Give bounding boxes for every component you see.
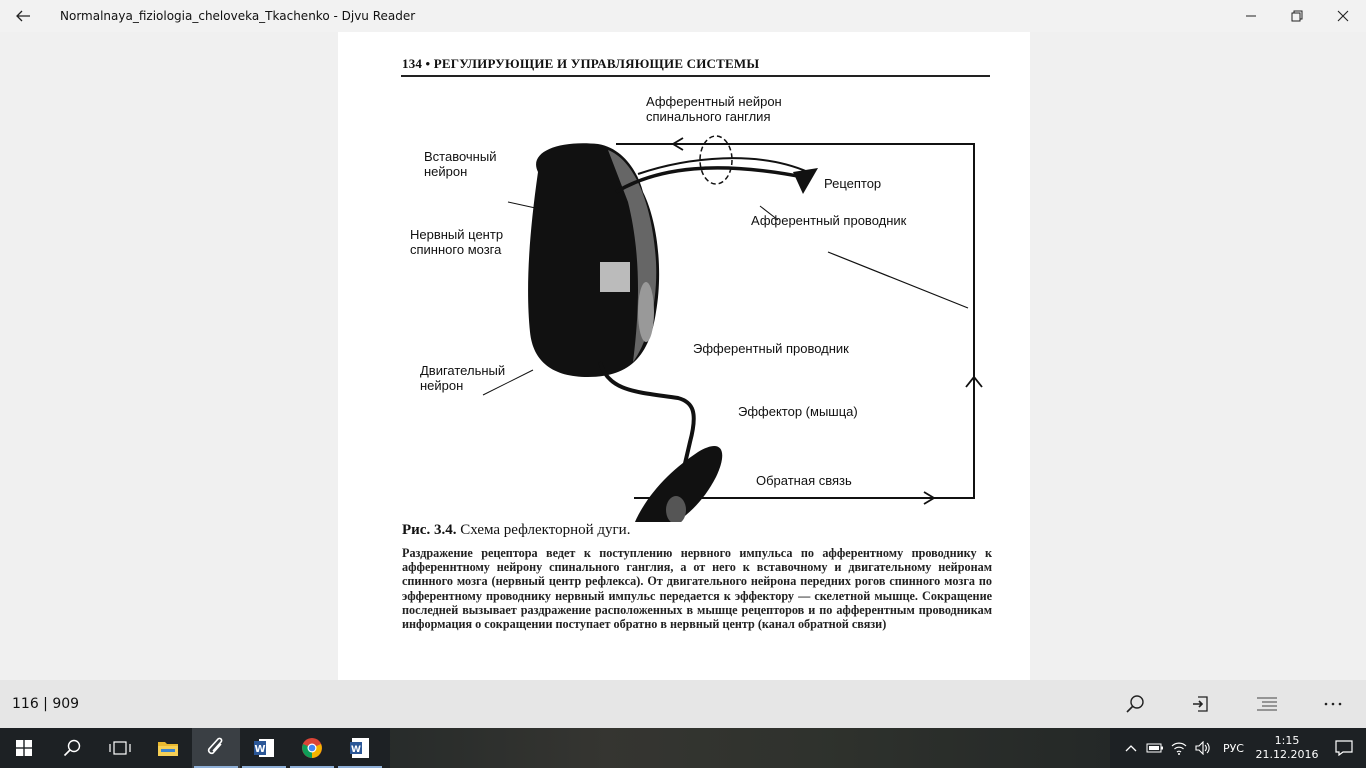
restore-button[interactable] <box>1274 0 1320 32</box>
label-afferent-conductor: Афферентный проводник <box>751 213 907 228</box>
more-button[interactable] <box>1300 680 1366 728</box>
label-intercalary-neuron-text: Вставочный нейрон <box>424 149 497 179</box>
reader-toolbar <box>0 680 1366 728</box>
contents-list-icon <box>1256 696 1278 712</box>
battery-button[interactable] <box>1143 742 1167 754</box>
caption-text: Схема рефлекторной дуги. <box>456 522 631 538</box>
svg-text:W: W <box>254 744 266 755</box>
word-doc-taskbar-button[interactable] <box>336 728 384 768</box>
goto-page-icon <box>1192 695 1210 713</box>
label-intercalary-neuron <box>424 149 496 179</box>
header-rule <box>401 75 990 77</box>
restore-icon <box>1291 10 1303 22</box>
title-bar <box>0 0 1366 32</box>
file-explorer-button[interactable] <box>144 728 192 768</box>
chrome-icon <box>301 737 323 759</box>
chrome-taskbar-button[interactable] <box>288 728 336 768</box>
file-explorer-icon <box>157 739 179 757</box>
word-icon <box>253 737 275 759</box>
start-icon <box>16 740 32 756</box>
more-icon <box>1324 702 1342 706</box>
task-view-button[interactable] <box>96 728 144 768</box>
reflex-arc-figure <box>338 82 1030 522</box>
label-nerve-center <box>410 227 503 257</box>
document-viewport[interactable] <box>0 32 1366 680</box>
figure-description: Раздражение рецептора ведет к поступлению нервного импульса по афферентному проводнику к афференнтному нейрону спинального ганглия, а от него к вставочному и двигательному нейронам спинного мозга (нервный центр рефлекса). От двигательного нейрона передних рогов спинного мозга по эфферентному проводнику нервный импульс передается к эффектору — скелетной мышце. Сокращение последней вызывает раздражение расположенных в мышце рецепторов и по афферентным проводникам информация о сокращении поступает обратно в нервный центр (канал обратной связи) <box>402 546 992 632</box>
clock-time: 1:15 <box>1274 734 1300 747</box>
svg-text:W: W <box>351 745 361 755</box>
input-language-indicator[interactable]: РУС <box>1222 741 1244 755</box>
action-center-button[interactable] <box>1322 740 1366 756</box>
minimize-button[interactable] <box>1228 0 1274 32</box>
back-arrow-icon <box>15 8 31 24</box>
show-hidden-icons-button[interactable] <box>1119 744 1143 752</box>
notification-icon <box>1335 740 1353 756</box>
page-indicator[interactable]: 116 | 909 <box>12 696 80 712</box>
taskbar-background <box>390 728 1110 768</box>
taskbar <box>0 728 1366 768</box>
network-button[interactable] <box>1167 741 1191 755</box>
taskbar-search-button[interactable] <box>48 728 96 768</box>
clock-date: 21.12.2016 <box>1255 748 1319 761</box>
word-doc-icon <box>349 737 371 759</box>
label-afferent-neuron <box>646 94 782 124</box>
label-receptor: Рецептор <box>824 176 882 191</box>
label-afferent-neuron-text: Афферентный нейрон спинального ганглия <box>646 94 782 124</box>
start-button[interactable] <box>0 728 48 768</box>
label-motor-neuron <box>420 363 505 393</box>
window-title: Normalnaya_fiziologia_cheloveka_Tkachenko - Djvu Reader <box>60 9 416 23</box>
task-view-icon <box>109 740 131 756</box>
volume-button[interactable] <box>1191 741 1215 755</box>
search-button[interactable] <box>1102 680 1168 728</box>
close-button[interactable] <box>1320 0 1366 32</box>
chevron-up-icon <box>1125 744 1137 752</box>
label-effector: Эффектор (мышца) <box>738 404 858 419</box>
djvu-reader-taskbar-button[interactable] <box>192 728 240 768</box>
label-nerve-center-text: Нервный центр спинного мозга <box>410 227 504 257</box>
paperclip-app-icon <box>206 737 226 759</box>
goto-page-button[interactable] <box>1168 680 1234 728</box>
wifi-icon <box>1171 741 1187 755</box>
word-taskbar-button[interactable] <box>240 728 288 768</box>
contents-button[interactable] <box>1234 680 1300 728</box>
figure-caption <box>402 522 630 539</box>
label-motor-neuron-text: Двигательный нейрон <box>420 363 506 393</box>
label-efferent-conductor: Эфферентный проводник <box>693 341 849 356</box>
system-tray <box>1119 728 1366 768</box>
label-feedback: Обратная связь <box>756 473 852 488</box>
volume-icon <box>1195 741 1211 755</box>
search-icon <box>1125 694 1145 714</box>
document-page <box>338 32 1030 680</box>
page-header: 134 • РЕГУЛИРУЮЩИЕ И УПРАВЛЯЮЩИЕ СИСТЕМЫ <box>402 56 760 71</box>
battery-icon <box>1146 742 1164 754</box>
back-button[interactable] <box>0 0 46 32</box>
close-icon <box>1337 10 1349 22</box>
minimize-icon <box>1245 10 1257 22</box>
clock[interactable] <box>1252 734 1322 762</box>
search-icon <box>63 739 81 757</box>
caption-number: Рис. 3.4. <box>402 522 457 538</box>
